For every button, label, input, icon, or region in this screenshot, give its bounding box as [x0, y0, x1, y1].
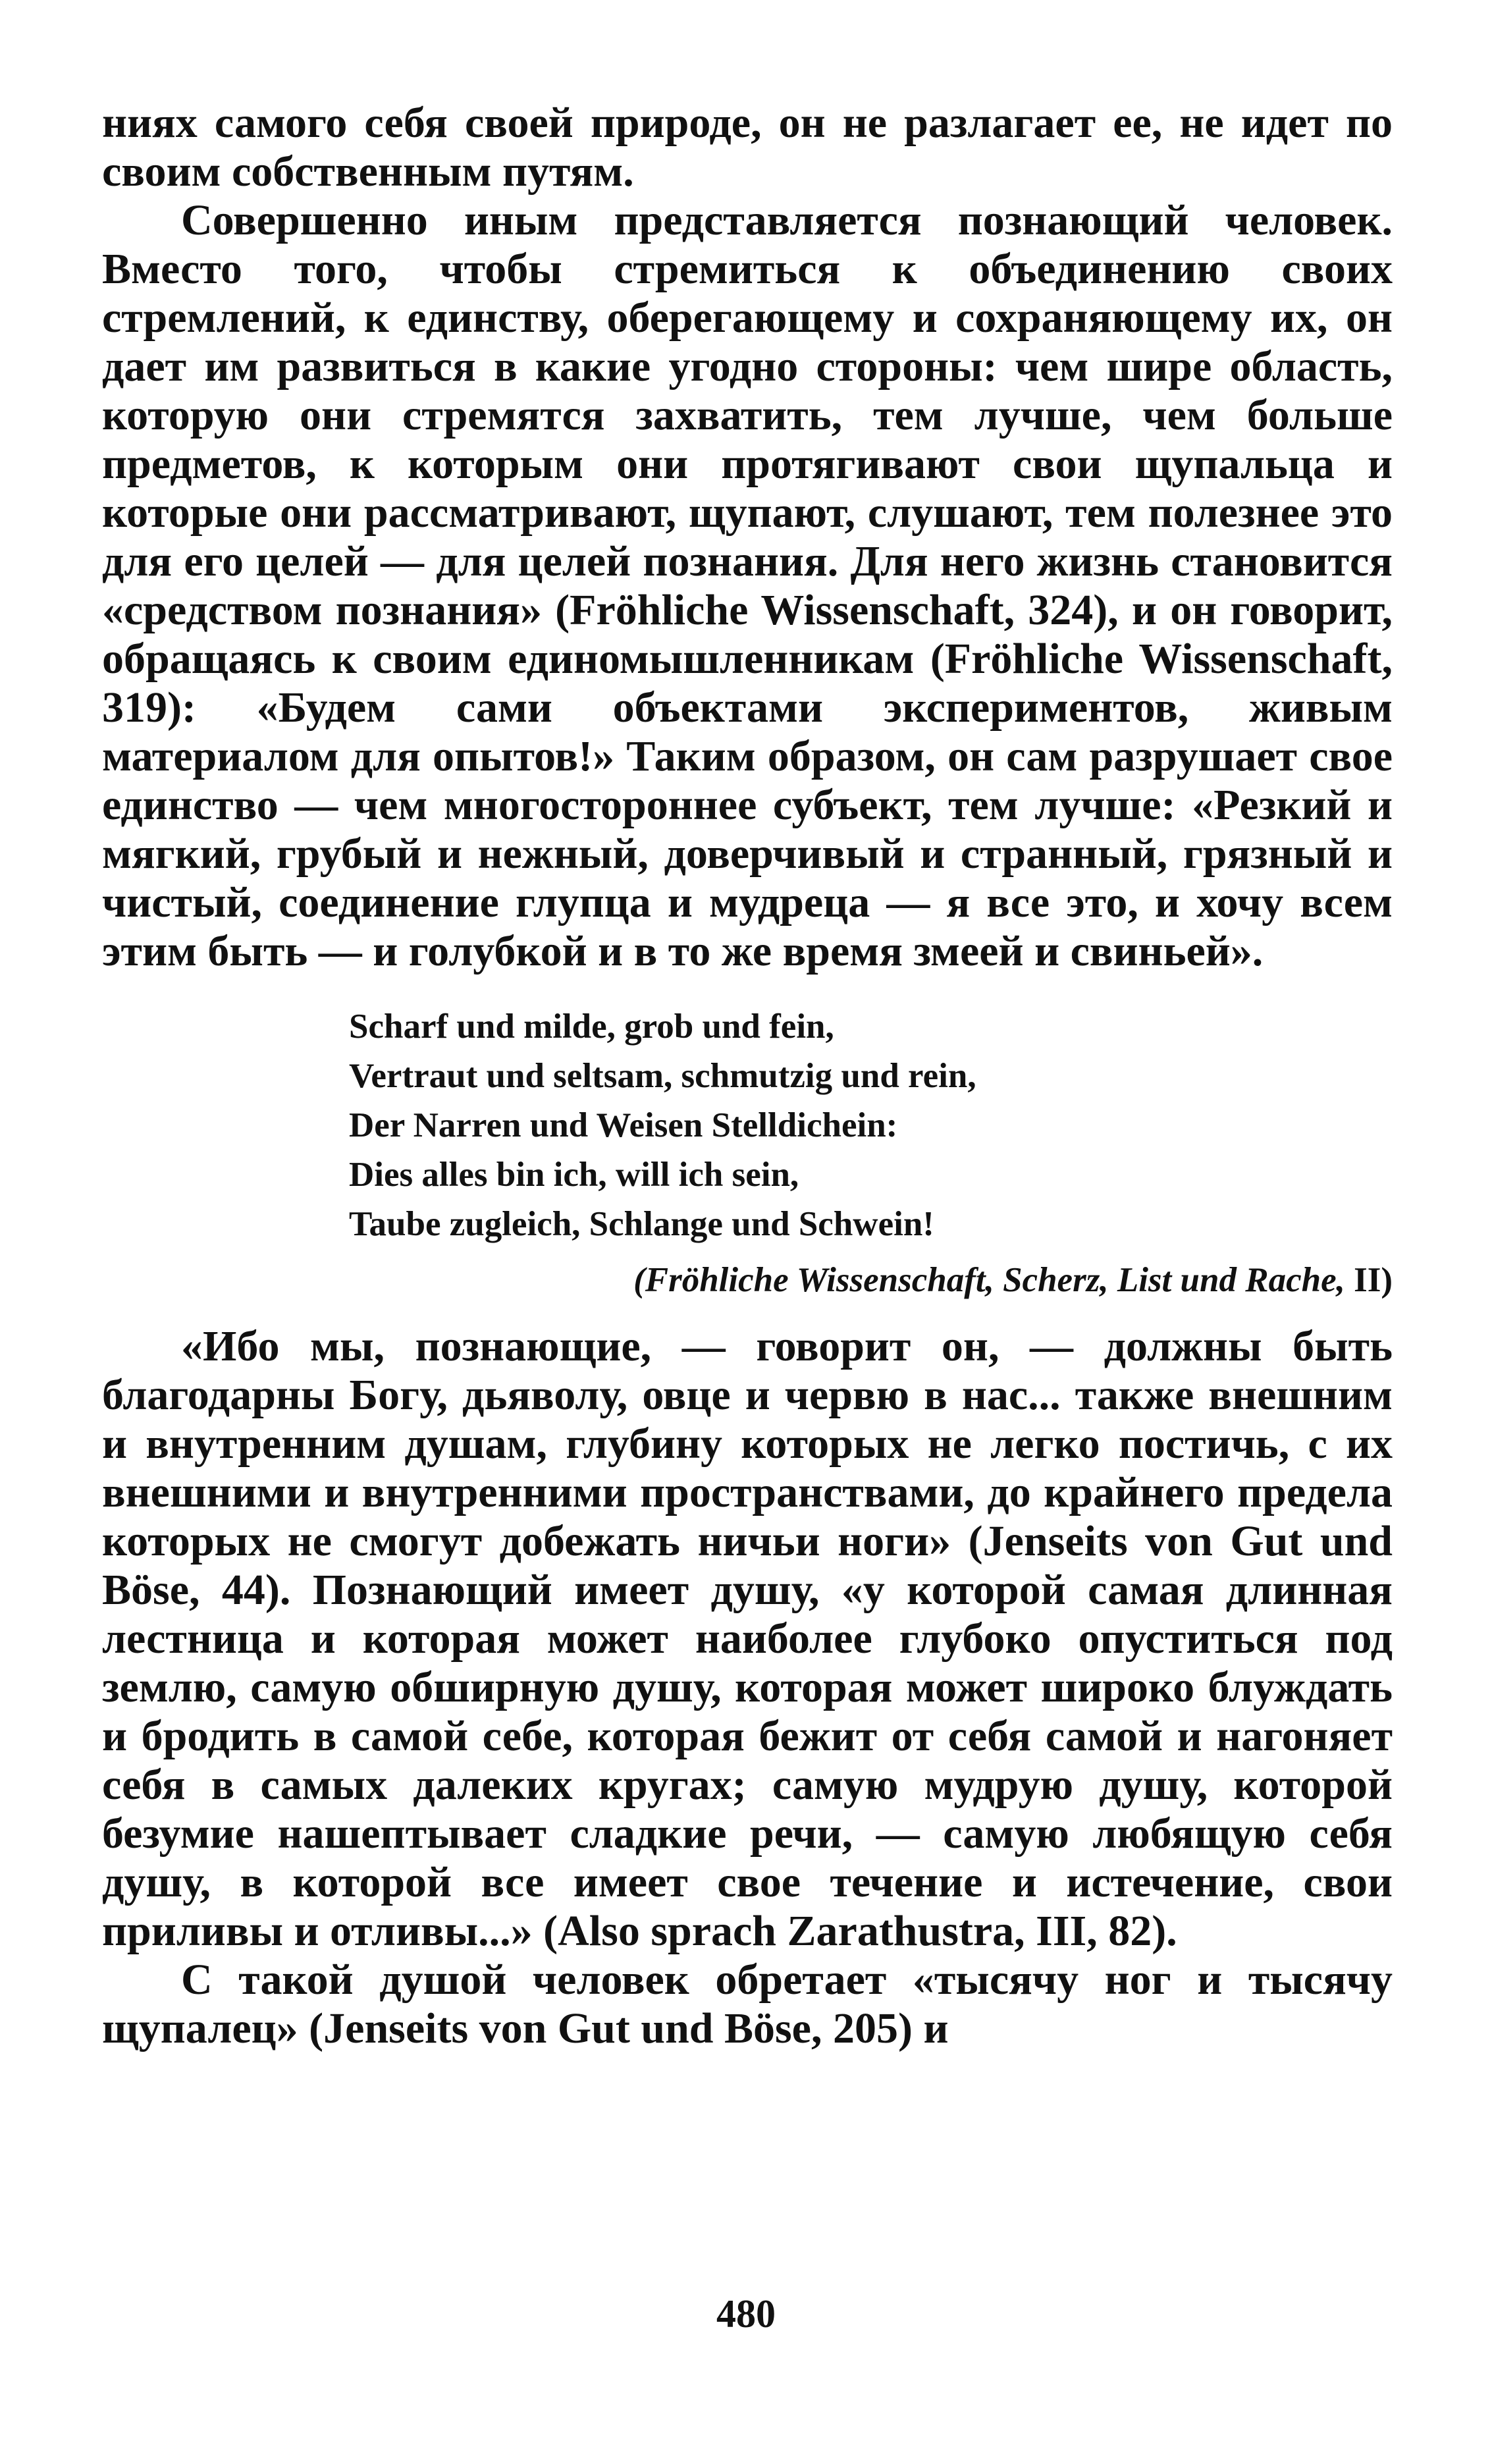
page-number: 480 — [716, 2292, 776, 2336]
poem-quote — [349, 1002, 1393, 1249]
paragraph-2: Совершенно иным представляется познающий человек. Вместо того, чтобы стремиться к объединению своих стремлений, к единству, оберегающему и сохраняющему их, он дает им развиться в какие угодно стороны: чем шире область, которую они стремятся захватить, тем лучше, чем больше предметов, к которым они протягивают свои щупальца и которые они рассматривают, щупают, слушают, тем полезнее это для его целей — для целей познания. Для него жизнь становится «средством познания» (Fröhliche Wissenschaft, 324), и он говорит, обращаясь к своим единомышленникам (Fröhliche Wissenschaft, 319): «Будем сами объектами экспериментов, живым материалом для опытов!» Таким образом, он сам разрушает свое единство — чем многостороннее субъект, тем лучше: «Резкий и мягкий, грубый и нежный, доверчивый и странный, грязный и чистый, соединение глупца и мудреца — я все это, и хочу всем этим быть — и голубкой и в то же время змеей и свиньей». — [102, 196, 1393, 975]
poem-source-title: (Fröhliche Wissenschaft, Scherz, List und Rache, — [633, 1261, 1345, 1299]
book-page — [102, 99, 1393, 2053]
paragraph-3: «Ибо мы, познающие, — говорит он, — должны быть благодарны Богу, дьяволу, овце и червю в нас... также внешним и внутренним душам, глубину которых не легко постичь, с их внешними и внутренними пространствами, до крайнего предела которых не смогут добежать ничьи ноги» (Jenseits von Gut und Böse, 44). Познающий имеет душу, «у которой самая длинная лестница и которая может наиболее глубоко опуститься под землю, самую обширную душу, которая может широко блуждать и бродить в самой себе, которая бежит от себя самой и нагоняет себя в самых далеких кругах; самую мудрую душу, которой безумие нашептывает сладкие речи, — самую любящую себя душу, в которой все имеет свое течение и истечение, свои приливы и отливы...» (Also sprach Zarathustra, III, 82). — [102, 1322, 1393, 1955]
poem-line-1: Scharf und milde, grob und fein, — [349, 1007, 834, 1046]
poem-line-4: Dies alles bin ich, will ich sein, — [349, 1156, 799, 1194]
poem-source — [102, 1256, 1393, 1305]
poem-line-5: Taube zugleich, Schlange und Schwein! — [349, 1205, 934, 1243]
poem-line-2: Vertraut und seltsam, schmutzig und rein, — [349, 1057, 976, 1095]
poem-source-section: II) — [1345, 1261, 1393, 1299]
paragraph-4: С такой душой человек обретает «тысячу ног и тысячу щупалец» (Jenseits von Gut und Böse, 205) и — [102, 1956, 1393, 2052]
paragraph-1: ниях самого себя своей природе, он не разлагает ее, не идет по своим собственным путям. — [102, 99, 1393, 196]
poem-line-3: Der Narren und Weisen Stelldichein: — [349, 1106, 898, 1144]
